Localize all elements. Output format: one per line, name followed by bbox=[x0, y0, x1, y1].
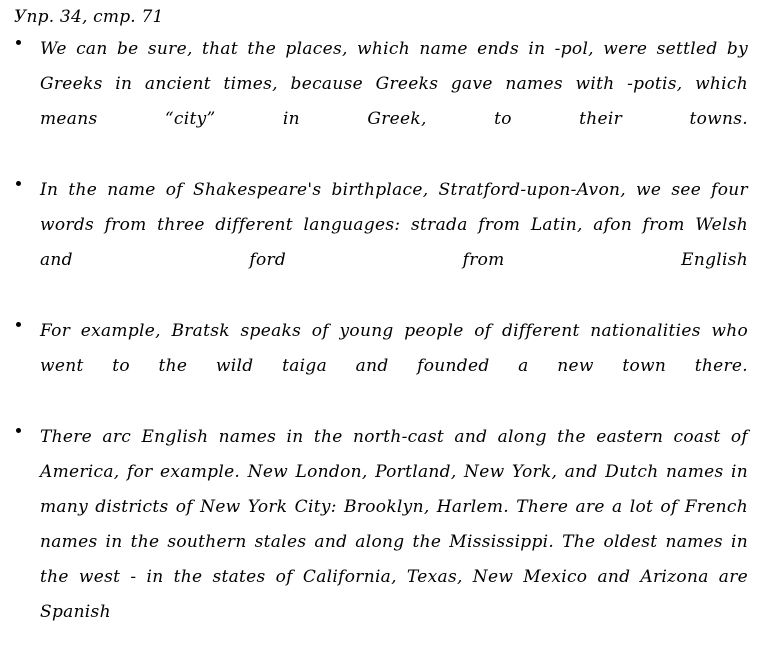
list-item bbox=[10, 314, 750, 419]
bullet-icon bbox=[16, 181, 21, 186]
exercise-heading: Упр. 34, стр. 71 bbox=[14, 7, 164, 27]
list-item bbox=[10, 420, 750, 665]
list-item-text: For example, Bratsk speaks of young people of different nationalities who went to the wild taiga and founded a new town there. bbox=[40, 321, 748, 376]
list-item-text: In the name of Shakespeare's birthplace, Stratford-upon-Avon, we see four words from three different languages: strada from Latin, afon from Welsh and ford from English bbox=[40, 180, 748, 270]
list-item bbox=[10, 32, 750, 172]
list-item-text: We can be sure, that the places, which name ends in -pol, were settled by Greeks in ancient times, because Greeks gave names with -potis, which means “city” in Greek, to their towns. bbox=[40, 39, 748, 129]
bullet-icon bbox=[16, 322, 21, 327]
list-item bbox=[10, 173, 750, 313]
list-item-text: There arc English names in the north-cast and along the eastern coast of America, for example. New London, Portland, New York, and Dutch names in many districts of New York City: Brooklyn, Harlem. There are a lot of French names in the southern stales and along the Mississippi. The oldest names in the west - in the states of California, Texas, New Mexico and Arizona are Spanish bbox=[40, 427, 748, 622]
bullet-icon bbox=[16, 40, 21, 45]
bullet-icon bbox=[16, 428, 21, 433]
answer-list bbox=[10, 32, 750, 665]
